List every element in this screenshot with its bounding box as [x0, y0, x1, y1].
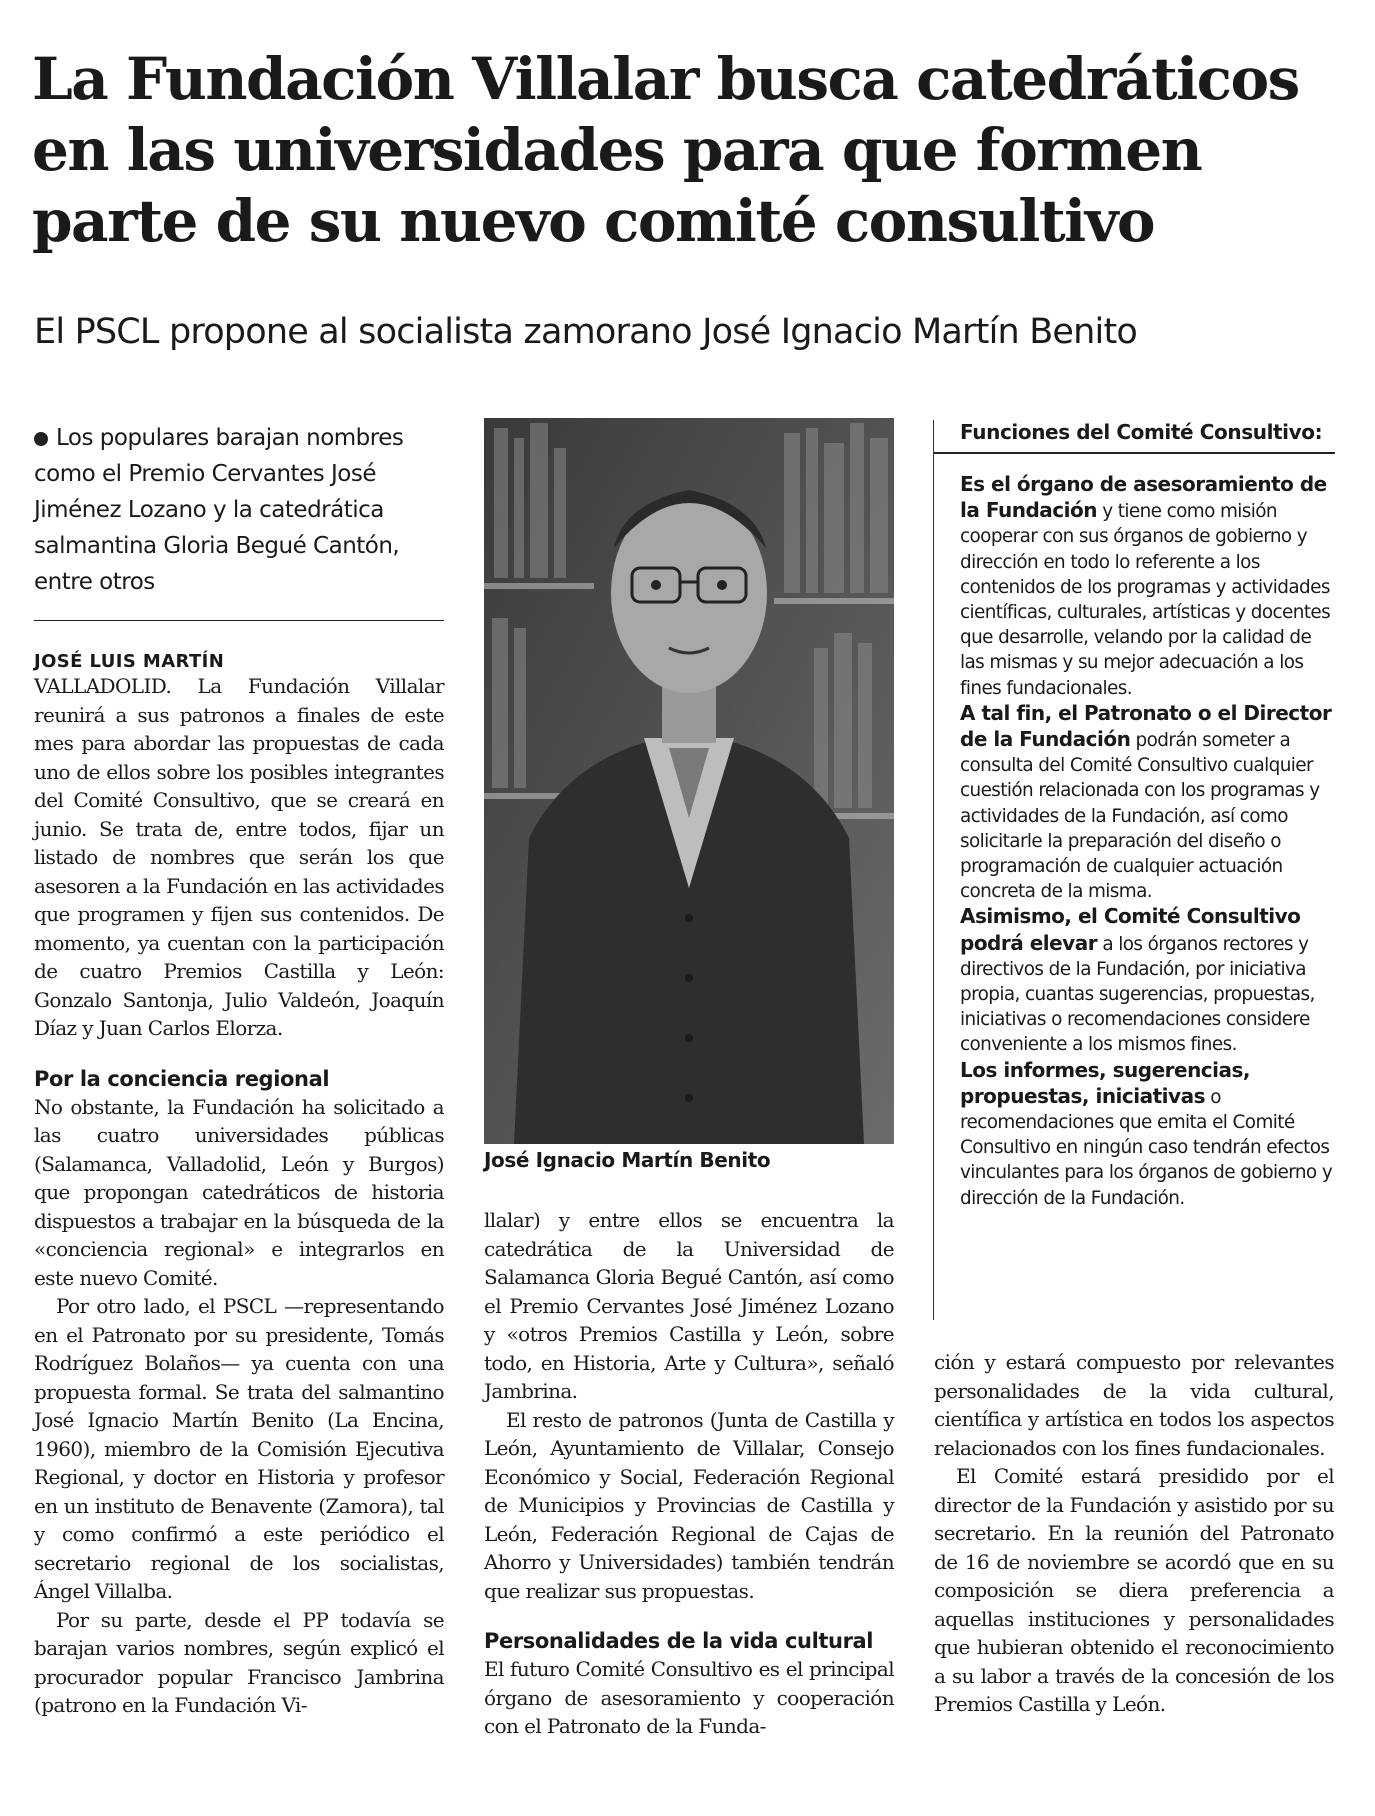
column-1	[34, 420, 444, 1720]
sidebar-title: Funciones del Comité Consultivo:	[934, 420, 1335, 454]
sidebar-item-text: o recomendaciones que emita el Comité Consultivo en ningún caso tendrán efectos vinculantes para los órganos de gobierno y dirección de la Fundación.	[960, 1086, 1333, 1209]
column-3	[934, 1348, 1334, 1719]
body-paragraph: Por otro lado, el PSCL —representando en el Patronato por su presidente, Tomás Rodríguez Bolaños— ya cuenta con una propuesta formal. Se trata del salmantino José Ignacio Martín Benito (La Encina, 1960), miembro de la Comisión Ejecutiva Regional, y doctor en Historia y profesor en un instituto de Benavente (Zamora), tal y como confirmó a este periódico el secretario regional de los socialistas, Ángel Villalba.	[34, 1294, 444, 1603]
headline-line-1: La Fundación Villalar busca catedráticos	[32, 45, 1299, 113]
sidebar-item-text: y tiene como misión cooperar con sus órganos de gobierno y dirección en todo lo referente a los contenidos de los programas y actividades científicas, culturales, artísticas y docentes que desarrolle, velando por la calidad de las mismas y su mejor adecuación a los fines fundacionales.	[960, 501, 1331, 699]
headline-line-2: en las universidades para que formen	[32, 116, 1202, 184]
body-paragraph: VALLADOLID. La Fundación Villalar reunirá a sus patronos a finales de este mes para abordar las propuestas de cada uno de ellos sobre los posibles integrantes del Comité Consultivo, que se creará en junio. Se trata de, entre todos, fijar un listado de nombres que serán los que asesoren a la Fundación en las actividades que programen y fijen sus contenidos. De momento, ya cuentan con la participación de cuatro Premios Castilla y León: Gonzalo Santonja, Julio Valdeón, Joaquín Díaz y Juan Carlos Elorza.	[34, 674, 444, 1040]
body-paragraph: Por su parte, desde el PP todavía se barajan varios nombres, según explicó el procurador popular Francisco Jambrina (patrono en la Fundación Vi-	[34, 1607, 444, 1717]
summary-box	[34, 420, 444, 621]
body-paragraph: llalar) y entre ellos se encuentra la catedrática de la Universidad de Salamanca Gloria Begué Cantón, así como el Premio Cervantes José Jiménez Lozano y «otros Premios Castilla y León, sobre todo, en Historia, Arte y Cultura», señaló Jambrina.	[484, 1208, 894, 1403]
body-paragraph: No obstante, la Fundación ha solicitado a las cuatro universidades públicas (Salamanca, Valladolid, León y Burgos) que propongan catedráticos de historia dispuestos a trabajar en la búsqueda de la «conciencia regional» e integrarlos en este nuevo Comité.	[34, 1094, 444, 1290]
sidebar-item-lead: Los informes, sugerencias, propuestas, iniciativas	[960, 1057, 1251, 1108]
sidebar-box	[933, 420, 1335, 1320]
body-paragraph: El resto de patronos (Junta de Castilla y León, Ayuntamiento de Villalar, Consejo Económico y Social, Federación Regional de Municipios y Provincias de Castilla y León, Federación Regional de Cajas de Ahorro y Universidades) también tendrán que realizar sus propuestas.	[484, 1407, 894, 1603]
sidebar-item-lead: A tal fin, el Patronato o el Director de la Fundación	[960, 700, 1332, 752]
sidebar-item-lead: Asimismo, el Comité Consultivo podrá elevar	[960, 904, 1301, 955]
headline-line-3: parte de su nuevo comité consultivo	[32, 187, 1155, 255]
headline	[32, 44, 1352, 257]
sidebar-item	[934, 904, 1335, 1057]
sidebar-item-text: podrán someter a consulta del Comité Consultivo cualquier cuestión relacionada con los programas y actividades de la Fundación, así como solicitarle la preparación del diseño o programación de cualquier actuación concreta de la misma.	[960, 730, 1320, 903]
sidebar-item-text: a los órganos rectores y directivos de la Fundación, por iniciativa propia, cuantas sugerencias, propuestas, iniciativas o recomendaciones considere conveniente a los mismos fines.	[960, 933, 1315, 1056]
subheadline: El PSCL propone al socialista zamorano José Ignacio Martín Benito	[34, 312, 1137, 352]
crosshead: Por la conciencia regional	[34, 1066, 330, 1091]
sidebar-item-lead: Es el órgano de asesoramiento de la Fundación	[960, 472, 1327, 523]
sidebar-item	[934, 472, 1335, 701]
body-paragraph: ción y estará compuesto por relevantes personalidades de la vida cultural, científica y artística en todos los aspectos relacionados con los fines fundacionales.	[934, 1350, 1334, 1460]
body-paragraph: El futuro Comité Consultivo es el principal órgano de asesoramiento y cooperación con el Patronato de la Funda-	[484, 1657, 894, 1738]
portrait-illustration	[484, 418, 894, 1144]
column-2	[484, 1206, 894, 1741]
byline: JOSÉ LUIS MARTÍN	[34, 651, 225, 672]
crosshead: Personalidades de la vida cultural	[484, 1629, 874, 1653]
portrait-photo	[484, 418, 894, 1144]
photo-caption: José Ignacio Martín Benito	[484, 1148, 771, 1172]
summary-text: Los populares barajan nombres como el Premio Cervantes José Jiménez Lozano y la catedrática salmantina Gloria Begué Cantón, entre otros	[34, 425, 404, 595]
sidebar-item	[934, 701, 1335, 905]
bullet-icon	[34, 432, 48, 446]
body-paragraph: El Comité estará presidido por el director de la Fundación y asistido por su secretario. En la reunión del Patronato de 16 de noviembre se acordó que en su composición se diera preferencia a aquellas instituciones y personalidades que hubieran obtenido el reconocimiento a su labor a través de la concesión de los Premios Castilla y León.	[934, 1464, 1334, 1716]
sidebar-item	[934, 1058, 1335, 1211]
